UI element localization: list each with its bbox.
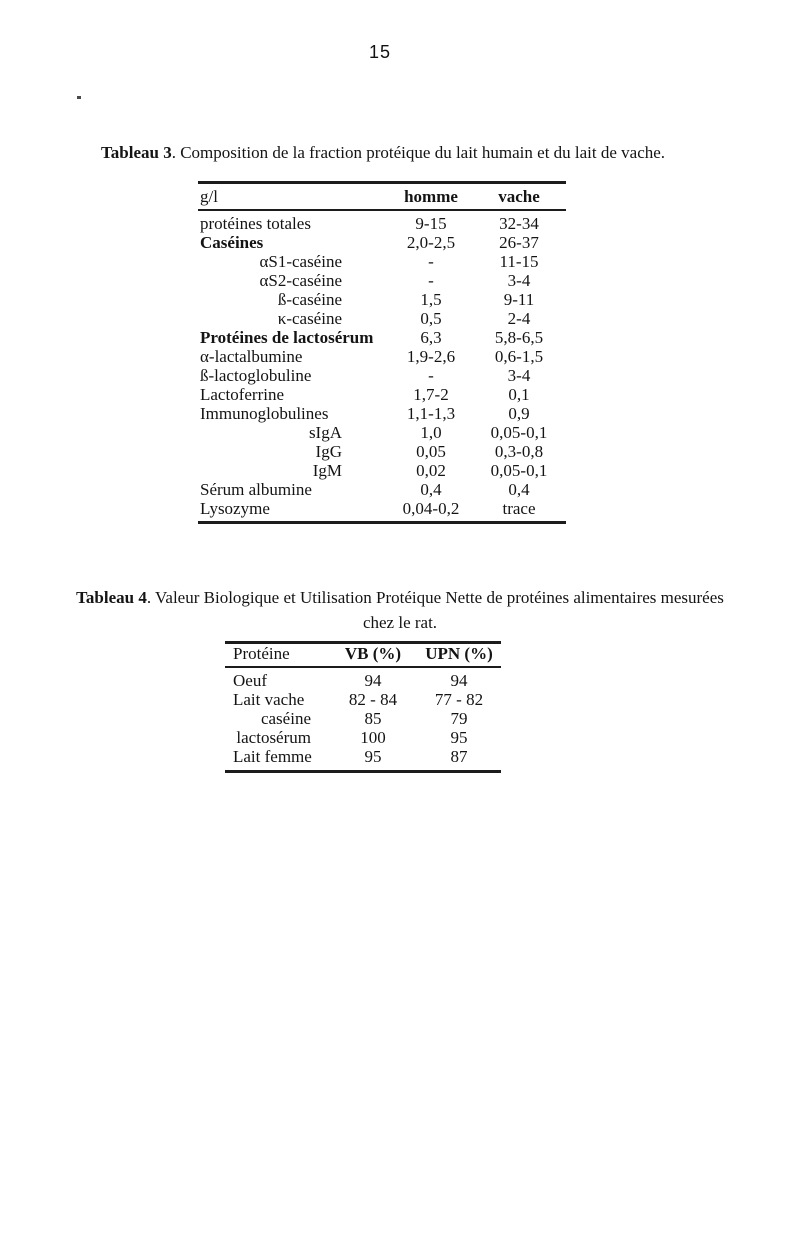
row-homme-value: - bbox=[428, 366, 434, 385]
page-number: 15 bbox=[369, 42, 392, 62]
row-vb-value: 85 bbox=[364, 709, 382, 728]
row-homme-value: 0,4 bbox=[420, 480, 442, 499]
table4-caption-line1 bbox=[0, 585, 800, 610]
row-vache-value: 3-4 bbox=[507, 366, 531, 385]
table3-header bbox=[198, 183, 566, 211]
row-label: ß-caséine bbox=[277, 290, 342, 309]
row-homme-value: - bbox=[428, 252, 434, 271]
row-homme-value: 0,5 bbox=[420, 309, 442, 328]
row-label: Lait vache bbox=[233, 690, 305, 709]
row-vache-value: 9-11 bbox=[503, 290, 535, 309]
row-upn-value: 79 bbox=[450, 709, 468, 728]
table-row bbox=[198, 309, 566, 328]
row-vache-value: 0,05-0,1 bbox=[490, 461, 548, 480]
row-vache-value: 0,9 bbox=[508, 404, 530, 423]
row-upn-value: 87 bbox=[450, 747, 468, 766]
row-vache-value: 0,05-0,1 bbox=[490, 423, 548, 442]
table-row bbox=[225, 667, 501, 690]
row-label: κ-caséine bbox=[277, 309, 342, 328]
table3-milk-protein-composition bbox=[198, 181, 566, 524]
row-label: Lait femme bbox=[233, 747, 312, 766]
row-upn-value: 95 bbox=[450, 728, 468, 747]
row-homme-value: 0,02 bbox=[416, 461, 446, 480]
table4-caption-label: Tableau 4 bbox=[76, 588, 147, 607]
table-row bbox=[225, 728, 501, 747]
table-row bbox=[198, 210, 566, 233]
row-vb-value: 82 - 84 bbox=[348, 690, 398, 709]
row-label: α-lactalbumine bbox=[200, 347, 303, 366]
table3-header-unit: g/l bbox=[198, 183, 390, 211]
table-row bbox=[198, 461, 566, 480]
row-vb-value: 95 bbox=[364, 747, 382, 766]
row-label: Immunoglobulines bbox=[200, 404, 329, 423]
table-row bbox=[198, 328, 566, 347]
table-row bbox=[198, 499, 566, 523]
table-row bbox=[198, 366, 566, 385]
row-label: sIgA bbox=[308, 423, 342, 442]
table4-biological-value bbox=[225, 641, 501, 773]
table-row bbox=[225, 690, 501, 709]
table-row bbox=[198, 404, 566, 423]
row-vache-value: 3-4 bbox=[507, 271, 531, 290]
table4-header bbox=[225, 643, 501, 668]
row-vache-value: 0,4 bbox=[508, 480, 530, 499]
table3-body bbox=[198, 210, 566, 523]
table3-header-vache: vache bbox=[472, 183, 566, 211]
row-upn-value: 94 bbox=[450, 671, 468, 690]
row-homme-value: 1,5 bbox=[420, 290, 442, 309]
row-vache-value: 32-34 bbox=[499, 214, 539, 233]
table3-caption-text: . Composition de la fraction protéique du lait humain et du lait de vache. bbox=[171, 143, 666, 162]
table-row bbox=[198, 290, 566, 309]
table4-body bbox=[225, 667, 501, 772]
row-homme-value: 1,1-1,3 bbox=[406, 404, 456, 423]
table-row bbox=[225, 747, 501, 772]
row-homme-value: 1,7-2 bbox=[413, 385, 449, 404]
table4-header-upn: UPN (%) bbox=[417, 643, 501, 668]
row-vache-value: 0,6-1,5 bbox=[494, 347, 544, 366]
row-label: Caséines bbox=[200, 233, 264, 252]
row-label: αS2-caséine bbox=[259, 271, 342, 290]
row-vache-value: 2-4 bbox=[507, 309, 531, 328]
row-label: Protéines de lactosérum bbox=[200, 328, 374, 347]
row-label: lactosérum bbox=[236, 728, 311, 747]
table-row bbox=[198, 442, 566, 461]
row-homme-value: 1,9-2,6 bbox=[406, 347, 456, 366]
row-vache-value: 26-37 bbox=[499, 233, 539, 252]
table-row bbox=[198, 347, 566, 366]
row-vache-value: 11-15 bbox=[499, 252, 539, 271]
table4-header-protein: Protéine bbox=[225, 643, 329, 668]
row-label: Lysozyme bbox=[200, 499, 270, 518]
table4-caption-line2: chez le rat. bbox=[362, 613, 438, 632]
row-vache-value: 0,1 bbox=[508, 385, 530, 404]
table-row bbox=[225, 709, 501, 728]
table-row bbox=[198, 423, 566, 442]
row-homme-value: 2,0-2,5 bbox=[406, 233, 456, 252]
table-header-row bbox=[198, 183, 566, 211]
row-upn-value: 77 - 82 bbox=[434, 690, 484, 709]
row-homme-value: - bbox=[428, 271, 434, 290]
row-homme-value: 9-15 bbox=[415, 214, 447, 233]
table4-caption-text: . Valeur Biologique et Utilisation Protéique Nette de protéines alimentaires mesurées bbox=[146, 588, 724, 607]
table-row bbox=[198, 385, 566, 404]
row-homme-value: 0,05 bbox=[416, 442, 446, 461]
row-label: ß-lactoglobuline bbox=[200, 366, 312, 385]
table4-caption bbox=[0, 585, 800, 635]
table-row bbox=[198, 480, 566, 499]
table4-header-vb: VB (%) bbox=[329, 643, 417, 668]
row-label: Lactoferrine bbox=[200, 385, 284, 404]
row-vb-value: 100 bbox=[360, 728, 386, 747]
row-vb-value: 94 bbox=[364, 671, 382, 690]
row-vache-value: 5,8-6,5 bbox=[494, 328, 544, 347]
row-label: caséine bbox=[260, 709, 311, 728]
row-homme-value: 0,04-0,2 bbox=[402, 499, 460, 518]
row-label: αS1-caséine bbox=[259, 252, 342, 271]
row-label: IgG bbox=[315, 442, 342, 461]
row-label: Sérum albumine bbox=[200, 480, 312, 499]
row-homme-value: 1,0 bbox=[420, 423, 442, 442]
row-label: protéines totales bbox=[200, 214, 311, 233]
table3-header-homme: homme bbox=[390, 183, 472, 211]
table-row bbox=[198, 252, 566, 271]
table3-caption bbox=[101, 143, 665, 163]
table-row bbox=[198, 271, 566, 290]
table-row bbox=[198, 233, 566, 252]
row-vache-value: trace bbox=[502, 499, 536, 518]
table-header-row bbox=[225, 643, 501, 668]
scan-speck bbox=[77, 96, 81, 99]
table3-caption-label: Tableau 3 bbox=[101, 143, 172, 162]
row-label: IgM bbox=[312, 461, 342, 480]
row-vache-value: 0,3-0,8 bbox=[494, 442, 544, 461]
row-label: Oeuf bbox=[233, 671, 267, 690]
row-homme-value: 6,3 bbox=[420, 328, 442, 347]
